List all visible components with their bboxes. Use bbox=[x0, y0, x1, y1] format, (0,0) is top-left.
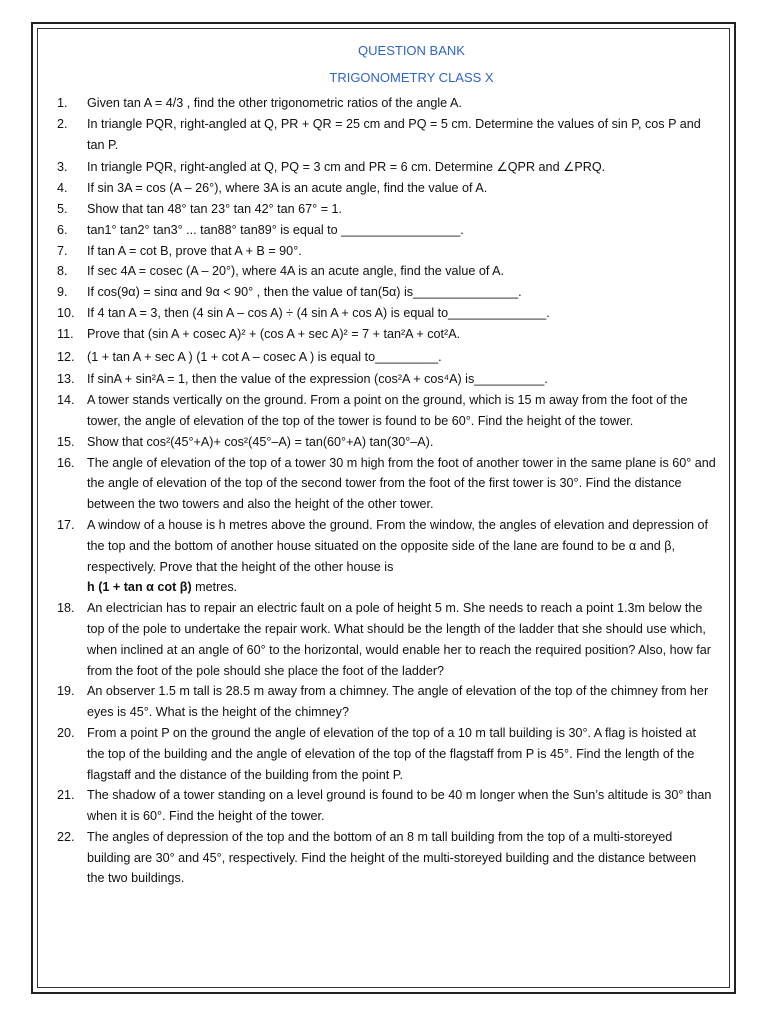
question-item bbox=[57, 220, 716, 241]
question-number: 9. bbox=[57, 285, 68, 300]
question-item bbox=[57, 432, 716, 453]
question-text: If sin 3A = cos (A – 26°), where 3A is an acute angle, find the value of A. bbox=[87, 181, 488, 196]
question-text: If sinA + sin²A = 1, then the value of the expression (cos²A + cos⁴A) is__________. bbox=[87, 372, 548, 387]
question-list bbox=[57, 93, 716, 889]
question-text: If tan A = cot B, prove that A + B = 90°. bbox=[87, 243, 302, 258]
question-number: 13. bbox=[57, 372, 75, 387]
question-number: 4. bbox=[57, 181, 68, 196]
question-text: If sec 4A = cosec (A – 20°), where 4A is an acute angle, find the value of A. bbox=[87, 264, 505, 279]
question-item bbox=[57, 157, 716, 178]
question-text: The angles of depression of the top and the bottom of an 8 m tall building from the top of a multi-storeyed building are 30° and 45°, respectively. Find the height of the multi-storeyed building and the distance between the two buildings. bbox=[87, 829, 697, 886]
question-item bbox=[57, 369, 716, 390]
question-text: If cos(9α) = sinα and 9α < 90° , then the value of tan(5α) is_______________. bbox=[87, 285, 522, 300]
question-item bbox=[57, 282, 716, 303]
document-subtitle: TRIGONOMETRY CLASS X bbox=[329, 70, 494, 85]
question-text: Prove that (sin A + cosec A)² + (cos A + sec A)² = 7 + tan²A + cot²A. bbox=[87, 326, 461, 341]
question-number: 20. bbox=[57, 725, 75, 740]
question-number: 1. bbox=[57, 96, 68, 110]
question-text bbox=[87, 515, 716, 598]
question-item bbox=[57, 515, 716, 598]
document-title: QUESTION BANK bbox=[358, 43, 465, 58]
question-text-part: A window of a house is h metres above the ground. From the window, the angles of elevation and depression of the top and the bottom of another house situated on the opposite side of the lane are found to be α and β, respectively. Prove that the height of the other house is bbox=[87, 517, 708, 574]
question-number: 17. bbox=[57, 517, 75, 532]
question-item bbox=[57, 598, 716, 681]
question-text: The shadow of a tower standing on a level ground is found to be 40 m longer when the Sun’s altitude is 30° than when it is 60°. Find the height of the tower. bbox=[87, 788, 712, 824]
question-item bbox=[57, 114, 716, 156]
question-text: Given tan A = 4/3 , find the other trigonometric ratios of the angle A. bbox=[87, 96, 462, 110]
question-number: 19. bbox=[57, 684, 75, 699]
question-number: 18. bbox=[57, 601, 75, 616]
question-item bbox=[57, 178, 716, 199]
question-item bbox=[57, 261, 716, 282]
question-text: The angle of elevation of the top of a tower 30 m high from the foot of another tower in the same plane is 60° and the angle of elevation of the top of the second tower from the foot of the first tower is 30°. Find the distance between the two towers and also the height of the other tower. bbox=[87, 455, 716, 512]
question-text: An electrician has to repair an electric fault on a pole of height 5 m. She needs to reach a point 1.3m below the top of the pole to undertake the repair work. What should be the length of the ladder that she should use which, when inclined at an angle of 60° to the horizontal, would enable her to reach the required position? Also, how far from the foot of the pole should she place the foot of the ladder? bbox=[87, 601, 711, 678]
question-item bbox=[57, 303, 716, 324]
question-number: 14. bbox=[57, 393, 75, 408]
question-item bbox=[57, 347, 716, 368]
question-text: In triangle PQR, right-angled at Q, PR + QR = 25 cm and PQ = 5 cm. Determine the values of sin P, cos P and tan P. bbox=[87, 116, 701, 152]
question-formula: h (1 + tan α cot β) bbox=[87, 580, 192, 595]
question-item bbox=[57, 324, 716, 345]
question-number: 8. bbox=[57, 264, 68, 279]
question-item bbox=[57, 681, 716, 723]
question-number: 22. bbox=[57, 829, 75, 844]
question-item bbox=[57, 785, 716, 827]
question-item bbox=[57, 241, 716, 262]
question-text: A tower stands vertically on the ground. From a point on the ground, which is 15 m away from the foot of the tower, the angle of elevation of the top of the tower is found to be 60°. Find the height of the tower. bbox=[87, 393, 688, 428]
question-number: 6. bbox=[57, 222, 68, 237]
question-number: 12. bbox=[57, 349, 75, 364]
question-text: An observer 1.5 m tall is 28.5 m away from a chimney. The angle of elevation of the top of the chimney from her eyes is 45°. What is the height of the chimney? bbox=[87, 684, 709, 720]
question-item bbox=[57, 93, 716, 114]
question-number: 16. bbox=[57, 455, 75, 470]
document-content bbox=[37, 28, 730, 988]
question-text: Show that tan 48° tan 23° tan 42° tan 67° = 1. bbox=[87, 201, 343, 216]
question-number: 5. bbox=[57, 201, 68, 216]
question-text: From a point P on the ground the angle of elevation of the top of a 10 m tall building is 30°. A flag is hoisted at the top of the building and the angle of elevation of the top of the flagstaff from P is 45°. Find the length of the flagstaff and the distance of the building from the point P. bbox=[87, 725, 697, 782]
question-item bbox=[57, 453, 716, 515]
question-number: 3. bbox=[57, 160, 68, 175]
question-item bbox=[57, 390, 716, 432]
question-item bbox=[57, 199, 716, 220]
question-number: 11. bbox=[57, 326, 74, 341]
question-number: 15. bbox=[57, 434, 75, 449]
question-number: 2. bbox=[57, 116, 68, 131]
question-number: 10. bbox=[57, 305, 75, 320]
question-item bbox=[57, 723, 716, 785]
question-text: If 4 tan A = 3, then (4 sin A – cos A) ÷ (4 sin A + cos A) is equal to______________. bbox=[87, 305, 550, 320]
question-text: Show that cos²(45°+A)+ cos²(45°–A) = tan(60°+A) tan(30°–A). bbox=[87, 434, 434, 449]
question-text: tan1° tan2° tan3° ... tan88° tan89° is equal to _________________. bbox=[87, 222, 464, 237]
question-item bbox=[57, 827, 716, 889]
question-text-part: metres. bbox=[191, 580, 238, 595]
question-number: 7. bbox=[57, 243, 68, 258]
question-text: In triangle PQR, right-angled at Q, PQ = 3 cm and PR = 6 cm. Determine ∠QPR and ∠PRQ. bbox=[87, 160, 606, 175]
question-text: (1 + tan A + sec A ) (1 + cot A – cosec A ) is equal to_________. bbox=[87, 349, 442, 364]
question-number: 21. bbox=[57, 788, 75, 803]
